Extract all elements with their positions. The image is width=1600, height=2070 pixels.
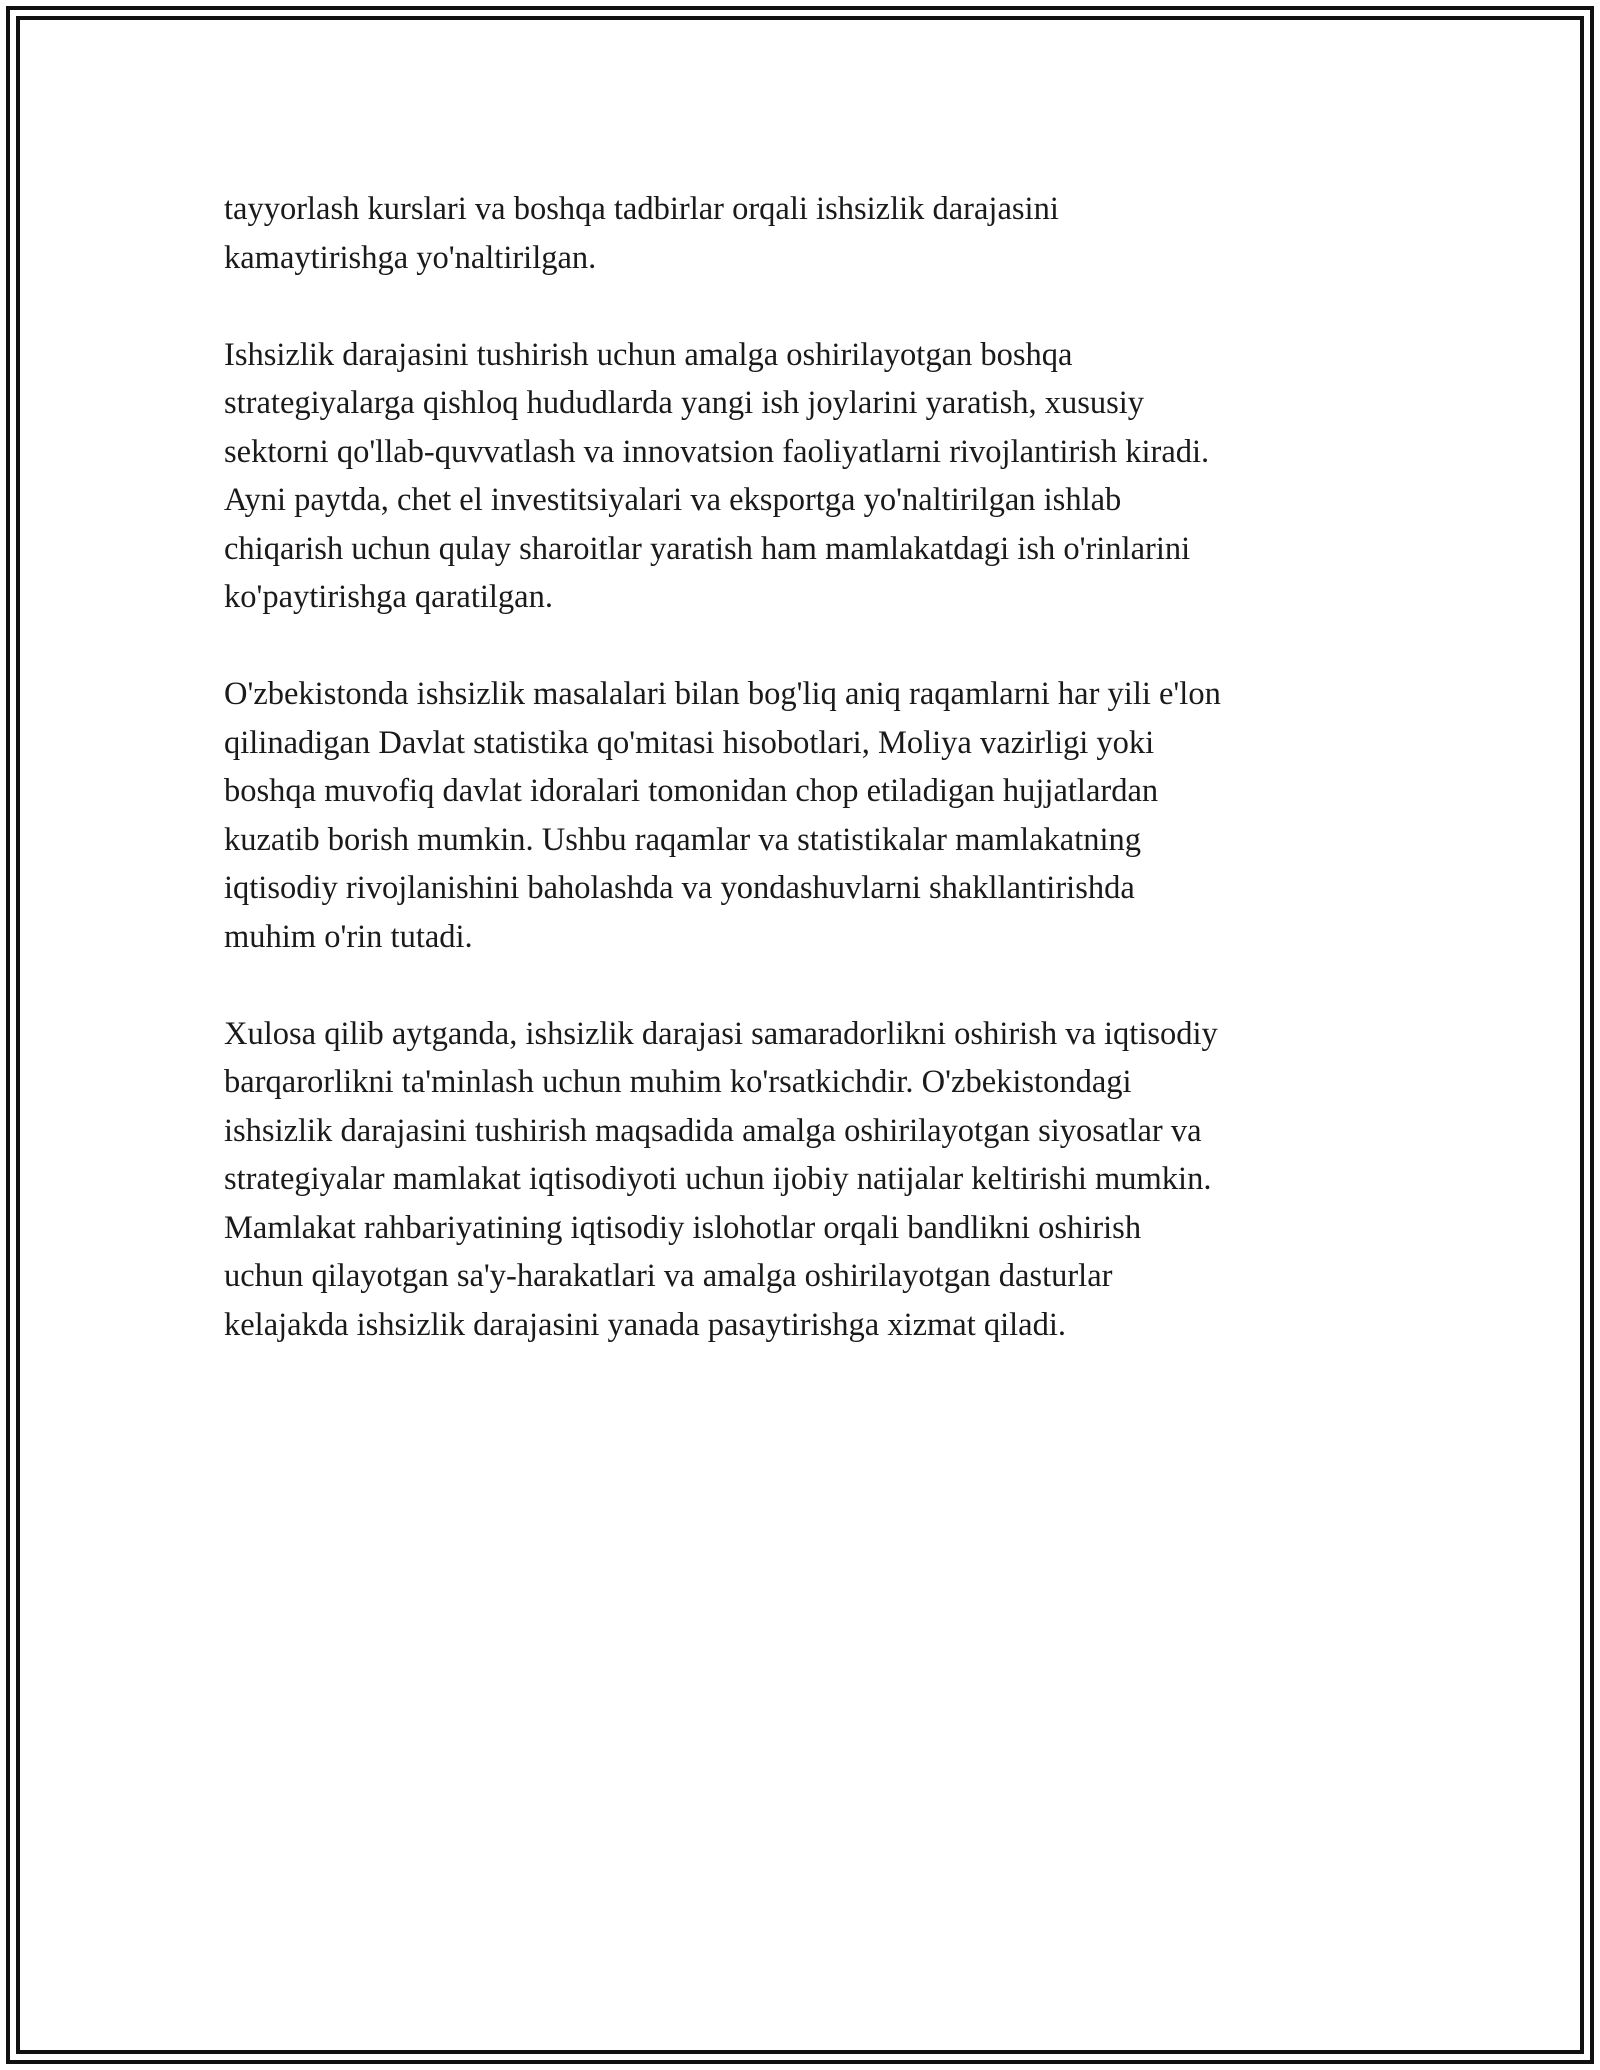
document-body xyxy=(224,185,1374,1398)
paragraph-4: Xulosa qilib aytganda, ishsizlik darajasi samaradorlikni oshirish va iqtisodiy barqarorlikni ta'minlash uchun muhim ko'rsatkichdir. O'zbekistondagi ishsizlik darajasini tushirish maqsadida amalga oshirilayotgan siyosatlar va strategiyalar mamlakat iqtisodiyoti uchun ijobiy natijalar keltirishi mumkin. Mamlakat rahbariyatining iqtisodiy islohotlar orqali bandlikni oshirish uchun qilayotgan sa'y-harakatlari va amalga oshirilayotgan dasturlar kelajakda ishsizlik darajasini yanada pasaytirishga xizmat qiladi. xyxy=(224,1015,1218,1343)
paragraph-2: Ishsizlik darajasini tushirish uchun amalga oshirilayotgan boshqa strategiyalarga qishloq hududlarda yangi ish joylarini yaratish, xususiy sektorni qo'llab-quvvatlash va innovatsion faoliyatlarni rivojlantirish kiradi. Ayni paytda, chet el investitsiyalari va eksportga yo'naltirilgan ishlab chiqarish uchun qulay sharoitlar yaratish ham mamlakatdagi ish o'rinlarini ko'paytirishga qaratilgan. xyxy=(224,336,1210,615)
paragraph-3: O'zbekistonda ishsizlik masalalari bilan bog'liq aniq raqamlarni har yili e'lon qilinadigan Davlat statistika qo'mitasi hisobotlari, Moliya vazirligi yoki boshqa muvofiq davlat idoralari tomonidan chop etiladigan hujjatlardan kuzatib borish mumkin. Ushbu raqamlar va statistikalar mamlakatning iqtisodiy rivojlanishini baholashda va yondashuvlarni shakllantirishda muhim o'rin tutadi. xyxy=(224,676,1221,955)
paragraph-1: tayyorlash kurslari va boshqa tadbirlar orqali ishsizlik darajasini kamaytirishga yo'naltirilgan. xyxy=(224,191,1059,276)
